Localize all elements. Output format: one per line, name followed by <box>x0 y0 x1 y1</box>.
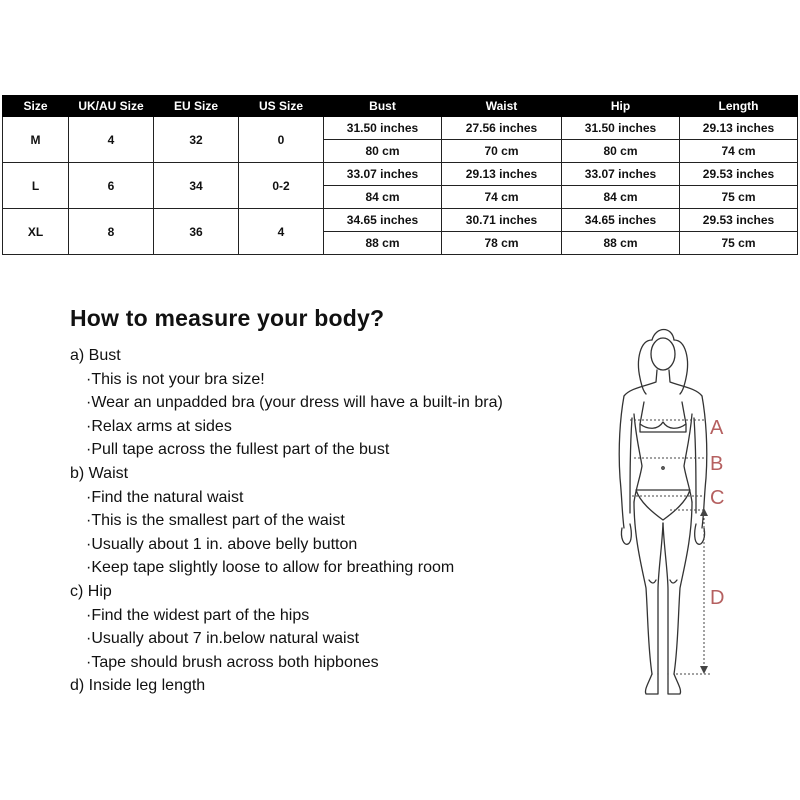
cell-size: L <box>3 163 69 209</box>
cell-eu: 32 <box>154 117 239 163</box>
cell-bust-inches: 33.07 inches <box>324 163 442 186</box>
cell-eu: 36 <box>154 209 239 255</box>
arrow-down-icon <box>700 666 708 674</box>
cell-waist-inches: 29.13 inches <box>442 163 562 186</box>
cell-hip-inches: 33.07 inches <box>562 163 680 186</box>
guide-item: ·Tape should brush across both hipbones <box>86 653 379 671</box>
marker-c: C <box>710 487 725 509</box>
cell-size: XL <box>3 209 69 255</box>
cell-waist-inches: 27.56 inches <box>442 117 562 140</box>
size-chart-table <box>2 95 798 255</box>
cell-length-inches: 29.53 inches <box>680 209 798 232</box>
guide-title: How to measure your body? <box>70 305 385 331</box>
header-hip: Hip <box>562 96 680 117</box>
cell-bust-inches: 34.65 inches <box>324 209 442 232</box>
cell-waist-inches: 30.71 inches <box>442 209 562 232</box>
header-uk-au-size: UK/AU Size <box>69 96 154 117</box>
cell-bust-inches: 31.50 inches <box>324 117 442 140</box>
section-label-waist: b) Waist <box>70 464 129 482</box>
cell-hip-cm: 84 cm <box>562 186 680 209</box>
body-outline-icon <box>619 330 707 695</box>
arrow-up-icon <box>700 508 708 516</box>
cell-waist-cm: 78 cm <box>442 232 562 255</box>
table-row <box>3 117 798 140</box>
cell-waist-cm: 74 cm <box>442 186 562 209</box>
guide-item: ·Pull tape across the fullest part of the bust <box>86 441 390 459</box>
guide-item: ·Keep tape slightly loose to allow for breathing room <box>86 559 455 577</box>
cell-hip-inches: 34.65 inches <box>562 209 680 232</box>
table-row <box>3 209 798 232</box>
header-bust: Bust <box>324 96 442 117</box>
cell-hip-cm: 80 cm <box>562 140 680 163</box>
table-row <box>3 163 798 186</box>
guide-item: ·Find the natural waist <box>86 488 244 506</box>
cell-length-cm: 75 cm <box>680 232 798 255</box>
guide-item: ·Usually about 7 in.below natural waist <box>86 630 360 648</box>
cell-length-cm: 74 cm <box>680 140 798 163</box>
cell-bust-cm: 84 cm <box>324 186 442 209</box>
table-header-row <box>3 96 798 117</box>
cell-length-inches: 29.13 inches <box>680 117 798 140</box>
measuring-guide <box>70 305 590 698</box>
guide-item: ·Relax arms at sides <box>86 417 232 435</box>
cell-us: 0 <box>239 117 324 163</box>
cell-us: 0-2 <box>239 163 324 209</box>
guide-item: ·Usually about 1 in. above belly button <box>86 535 358 553</box>
guide-item: ·Find the widest part of the hips <box>86 606 310 624</box>
body-measurement-figure <box>600 318 740 708</box>
marker-b: B <box>710 453 724 475</box>
cell-size: M <box>3 117 69 163</box>
header-size: Size <box>3 96 69 117</box>
header-eu-size: EU Size <box>154 96 239 117</box>
marker-d: D <box>710 587 725 609</box>
marker-a: A <box>710 417 724 439</box>
cell-hip-cm: 88 cm <box>562 232 680 255</box>
guide-item: ·This is the smallest part of the waist <box>86 512 345 530</box>
cell-uk-au: 4 <box>69 117 154 163</box>
guide-item: ·Wear an unpadded bra (your dress will have a built-in bra) <box>86 394 503 412</box>
header-waist: Waist <box>442 96 562 117</box>
cell-uk-au: 8 <box>69 209 154 255</box>
section-label-inside-leg: d) Inside leg length <box>70 677 206 695</box>
cell-us: 4 <box>239 209 324 255</box>
header-us-size: US Size <box>239 96 324 117</box>
section-label-hip: c) Hip <box>70 582 112 600</box>
cell-hip-inches: 31.50 inches <box>562 117 680 140</box>
cell-uk-au: 6 <box>69 163 154 209</box>
section-label-bust: a) Bust <box>70 347 121 364</box>
cell-bust-cm: 88 cm <box>324 232 442 255</box>
cell-length-cm: 75 cm <box>680 186 798 209</box>
cell-waist-cm: 70 cm <box>442 140 562 163</box>
measure-lines <box>630 420 710 674</box>
header-length: Length <box>680 96 798 117</box>
guide-item: ·This is not your bra size! <box>86 370 265 388</box>
cell-eu: 34 <box>154 163 239 209</box>
cell-length-inches: 29.53 inches <box>680 163 798 186</box>
cell-bust-cm: 80 cm <box>324 140 442 163</box>
